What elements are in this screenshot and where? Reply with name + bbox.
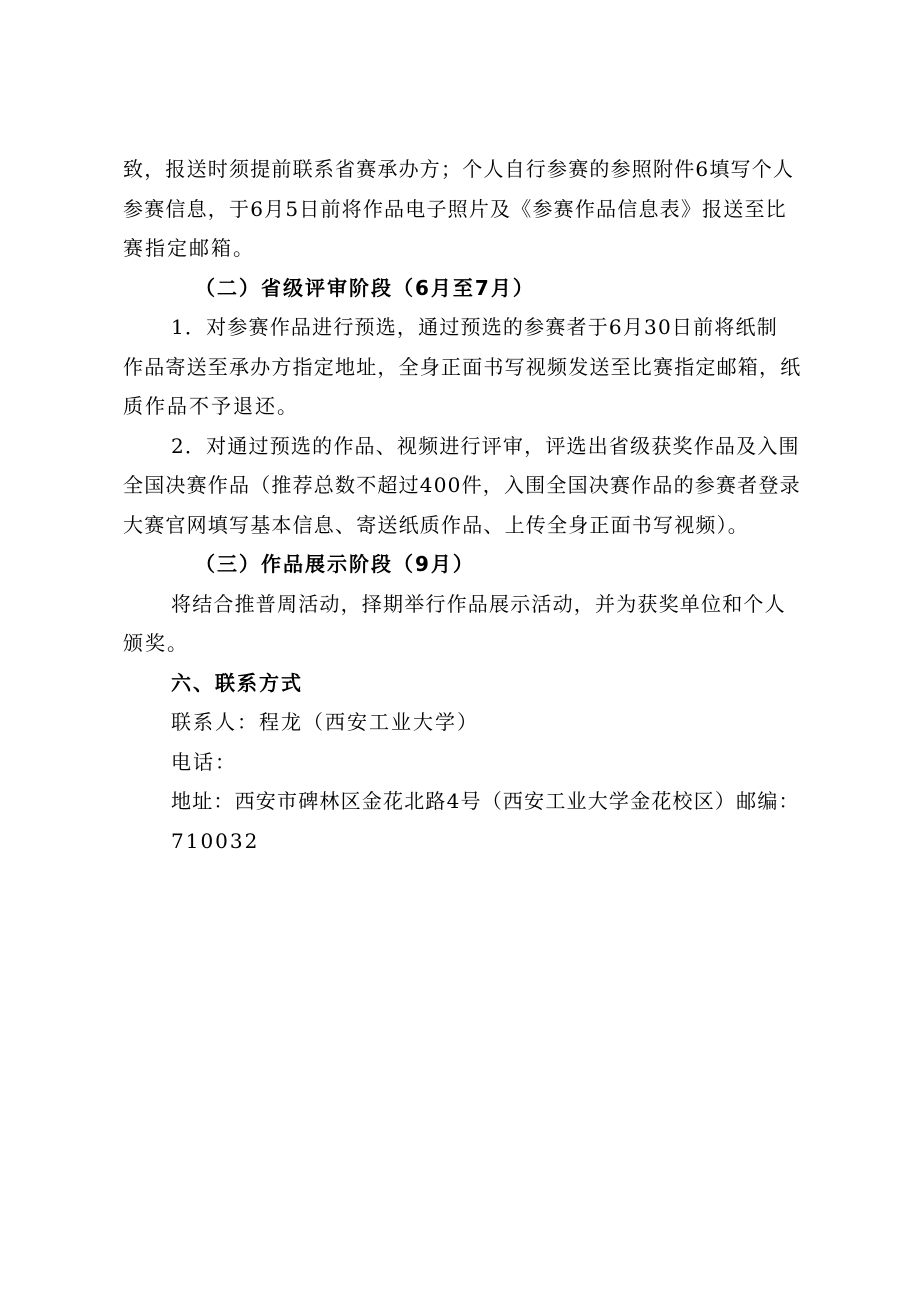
paragraph-line: 大赛官网填写基本信息、寄送纸质作品、上传全身正面书写视频）。 bbox=[123, 512, 749, 537]
contact-person: 联系人：程龙（西安工业大学） bbox=[171, 710, 479, 734]
paragraph-line: 2．对通过预选的作品、视频进行评审，评选出省级获奖作品及入围 bbox=[171, 433, 800, 458]
contact-address: 地址：西安市碑林区金花北路4号（西安工业大学金花校区）邮编： bbox=[171, 789, 800, 813]
postal-code: 710032 bbox=[171, 828, 260, 853]
paragraph-line: 致，报送时须提前联系省赛承办方；个人自行参赛的参照附件6填写个人 bbox=[123, 157, 795, 181]
document-body bbox=[123, 150, 813, 861]
paragraph-line: 颁奖。 bbox=[123, 631, 189, 655]
paragraph-line: 将结合推普周活动，择期举行作品展示活动，并为获奖单位和个人 bbox=[171, 591, 786, 616]
paragraph-line: 质作品不予退还。 bbox=[123, 394, 299, 418]
paragraph-line: 参赛信息，于6月5日前将作品电子照片及《参赛作品信息表》报送至比 bbox=[123, 196, 787, 221]
section-heading: （三）作品展示阶段（9月） bbox=[195, 552, 475, 576]
section-heading: 六、联系方式 bbox=[171, 670, 303, 695]
paragraph-line: 作品寄送至承办方指定地址，全身正面书写视频发送至比赛指定邮箱，纸 bbox=[123, 354, 802, 379]
paragraph-line: 赛指定邮箱。 bbox=[123, 236, 255, 260]
contact-phone: 电话： bbox=[171, 749, 237, 774]
section-heading: （二）省级评审阶段（6月至7月） bbox=[195, 275, 535, 300]
paragraph-line: 全国决赛作品（推荐总数不超过400件，入围全国决赛作品的参赛者登录 bbox=[123, 473, 801, 497]
paragraph-line: 1．对参赛作品进行预选，通过预选的参赛者于6月30日前将纸制 bbox=[171, 315, 778, 339]
